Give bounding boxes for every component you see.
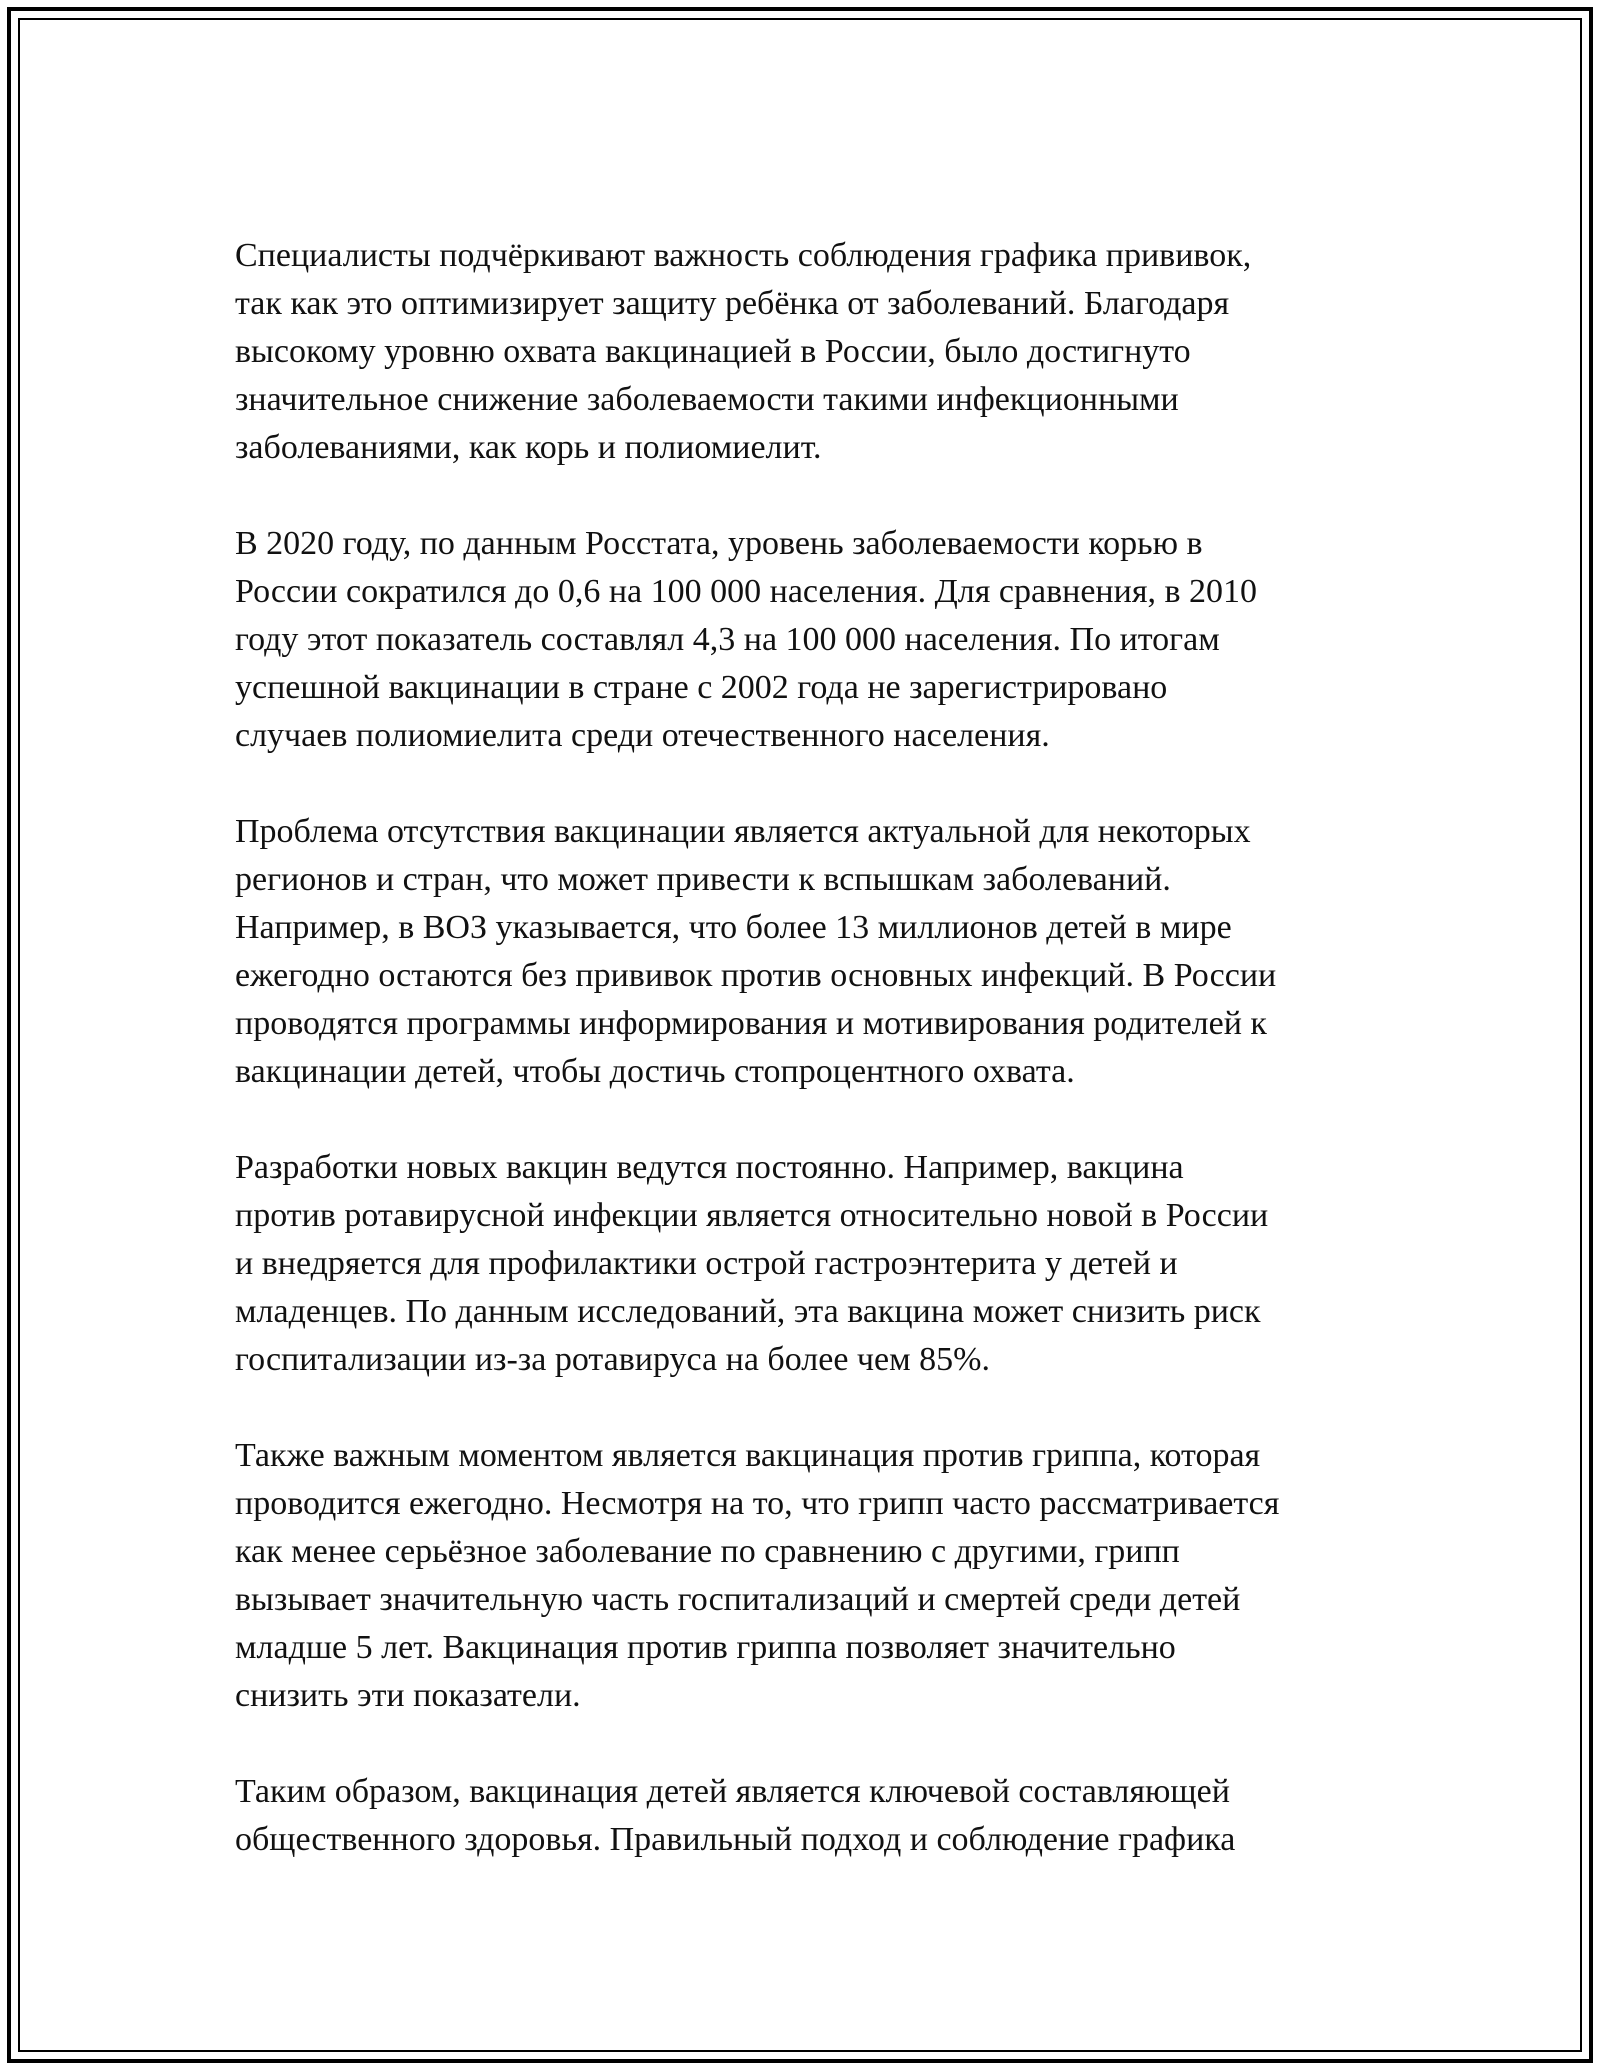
paragraph-2	[235, 520, 1415, 760]
paragraph-6	[235, 1768, 1415, 1864]
text-line: и внедряется для профилактики острой гастроэнтерита у детей и	[235, 1245, 1178, 1282]
text-line: проводится ежегодно. Несмотря на то, что грипп часто рассматривается	[235, 1485, 1280, 1522]
text-line: проводятся программы информирования и мотивирования родителей к	[235, 1005, 1267, 1042]
paragraph-3	[235, 808, 1415, 1096]
text-line: младенцев. По данным исследований, эта вакцина может снизить риск	[235, 1293, 1261, 1330]
text-line: Таким образом, вакцинация детей является ключевой составляющей	[235, 1773, 1230, 1810]
text-line: Проблема отсутствия вакцинации является актуальной для некоторых	[235, 813, 1251, 850]
text-line: случаев полиомиелита среди отечественного населения.	[235, 717, 1050, 754]
text-line: ежегодно остаются без прививок против основных инфекций. В России	[235, 957, 1277, 994]
text-line: снизить эти показатели.	[235, 1677, 581, 1714]
text-line: общественного здоровья. Правильный подход и соблюдение графика	[235, 1821, 1236, 1858]
text-line: так как это оптимизирует защиту ребёнка от заболеваний. Благодаря	[235, 285, 1230, 322]
text-line: вакцинации детей, чтобы достичь стопроцентного охвата.	[235, 1053, 1075, 1090]
text-line: Также важным моментом является вакцинация против гриппа, которая	[235, 1437, 1261, 1474]
text-line: Специалисты подчёркивают важность соблюдения графика прививок,	[235, 237, 1252, 274]
text-line: вызывает значительную часть госпитализаций и смертей среди детей	[235, 1581, 1241, 1618]
text-line: Разработки новых вакцин ведутся постоянно. Например, вакцина	[235, 1149, 1184, 1186]
text-line: госпитализации из-за ротавируса на более чем 85%.	[235, 1341, 990, 1378]
text-line: заболеваниями, как корь и полиомиелит.	[235, 429, 822, 466]
text-line: как менее серьёзное заболевание по сравнению с другими, грипп	[235, 1533, 1180, 1570]
text-line: Например, в ВОЗ указывается, что более 13 миллионов детей в мире	[235, 909, 1232, 946]
text-line: успешной вакцинации в стране с 2002 года не зарегистрировано	[235, 669, 1168, 706]
text-line: В 2020 году, по данным Росстата, уровень заболеваемости корью в	[235, 525, 1203, 562]
paragraph-5	[235, 1432, 1415, 1720]
text-line: России сократился до 0,6 на 100 000 населения. Для сравнения, в 2010	[235, 573, 1258, 610]
document-body	[235, 232, 1415, 1864]
text-line: высокому уровню охвата вакцинацией в России, было достигнуто	[235, 333, 1191, 370]
paragraph-4	[235, 1144, 1415, 1384]
text-line: регионов и стран, что может привести к вспышкам заболеваний.	[235, 861, 1171, 898]
text-line: значительное снижение заболеваемости такими инфекционными	[235, 381, 1179, 418]
text-line: году этот показатель составлял 4,3 на 100 000 населения. По итогам	[235, 621, 1220, 658]
text-line: против ротавирусной инфекции является относительно новой в России	[235, 1197, 1269, 1234]
text-line: младше 5 лет. Вакцинация против гриппа позволяет значительно	[235, 1629, 1176, 1666]
paragraph-1	[235, 232, 1415, 472]
